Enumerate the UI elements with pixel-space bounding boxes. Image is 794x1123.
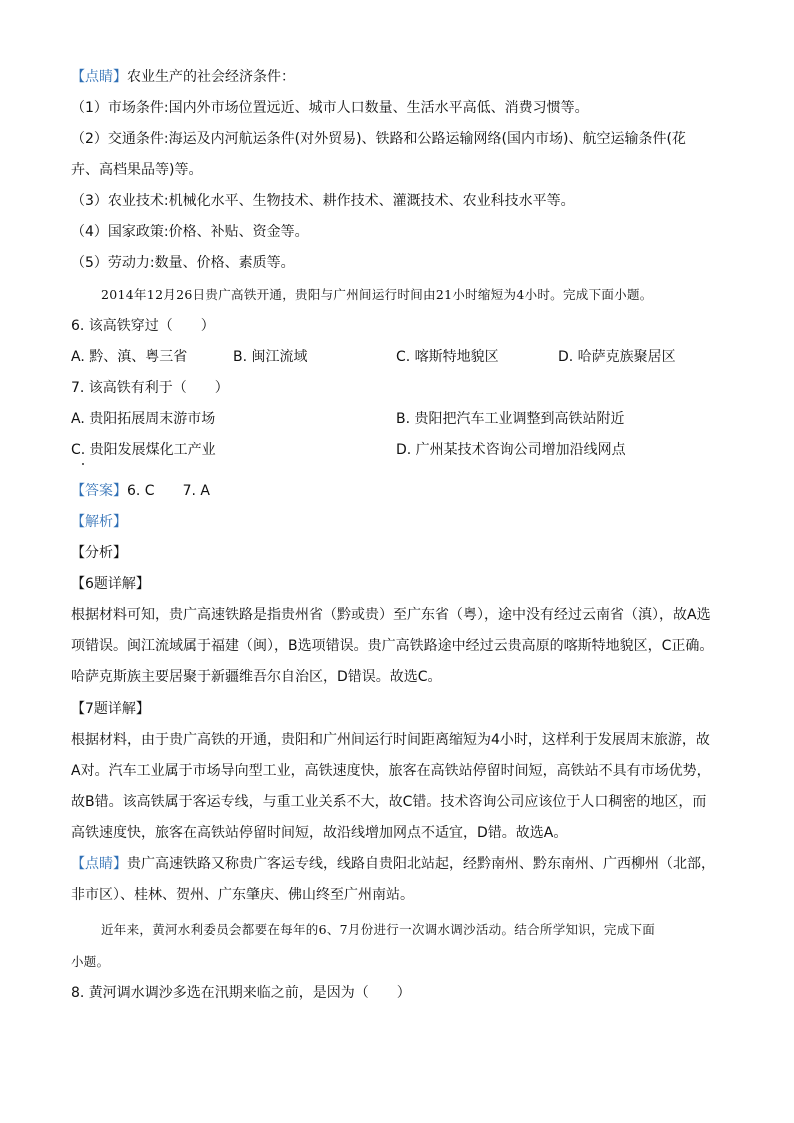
question-stem: 7. 该高铁有利于（ ） bbox=[71, 380, 229, 396]
tip-heading-text: 农业生产的社会经济条件： bbox=[127, 69, 295, 85]
detail-line: 根据材料可知，贵广高速铁路是指贵州省（黔或贵）至广东省（粤），途中没有经过云南省（滇），故A选 bbox=[71, 607, 711, 623]
answer-line bbox=[71, 481, 210, 501]
option-a: A. 贵阳拓展周末游市场 bbox=[71, 411, 216, 427]
tip-line bbox=[71, 854, 715, 874]
tip-item: （5）劳动力:数量、价格、素质等。 bbox=[71, 255, 295, 271]
option-d: D. 广州某技术咨询公司增加沿线网点 bbox=[396, 442, 626, 458]
detail-heading: 【7题详解】 bbox=[71, 701, 150, 717]
passage-text: 2014年12月26日贵广高铁开通，贵阳与广州间运行时间由21小时缩短为4小时。完成下面小题。 bbox=[101, 287, 653, 302]
option-c: C. 喀斯特地貌区 bbox=[396, 349, 499, 365]
option-a: A. 黔、滇、粤三省 bbox=[71, 349, 188, 365]
stray-dot bbox=[82, 463, 84, 465]
tip-line: 非市区）、桂林、贺州、广东肇庆、佛山终至广州南站。 bbox=[71, 887, 414, 903]
detail-line: 项错误。闽江流域属于福建（闽），B选项错误。贵广高铁路途中经过云贵高原的喀斯特地貌区，C正确。 bbox=[71, 638, 714, 654]
tip-item: 卉、高档果品等)等。 bbox=[71, 162, 203, 178]
tip-item: （1）市场条件:国内外市场位置远近、城市人口数量、生活水平高低、消费习惯等。 bbox=[71, 100, 589, 116]
tip-heading bbox=[71, 67, 295, 87]
tip-item: （2）交通条件:海运及内河航运条件(对外贸易)、铁路和公路运输网络(国内市场)、航空运输条件(花 bbox=[71, 131, 686, 147]
detail-line: 哈萨克斯族主要居聚于新疆维吾尔自治区，D错误。故选C。 bbox=[71, 669, 442, 685]
detail-line: 故B错。该高铁属于客运专线，与重工业关系不大，故C错。技术咨询公司应该位于人口稠密的地区，而 bbox=[71, 794, 707, 810]
detail-line: A对。汽车工业属于市场导向型工业，高铁速度快，旅客在高铁站停留时间短，高铁站不具有市场优势， bbox=[71, 763, 711, 779]
question-stem: 6. 该高铁穿过（ ） bbox=[71, 318, 215, 334]
answer-tag: 【答案】 bbox=[71, 483, 127, 499]
tip-tag: 【点睛】 bbox=[71, 856, 127, 872]
detail-line: 根据材料，由于贵广高铁的开通，贵阳和广州间运行时间距离缩短为4小时，这样利于发展周末旅游，故 bbox=[71, 732, 710, 748]
question-stem: 8. 黄河调水调沙多选在汛期来临之前，是因为（ ） bbox=[71, 985, 411, 1001]
analysis-tag: 【解析】 bbox=[71, 514, 127, 530]
tip-item: （3）农业技术:机械化水平、生物技术、耕作技术、灌溉技术、农业科技水平等。 bbox=[71, 193, 575, 209]
option-b: B. 贵阳把汽车工业调整到高铁站附近 bbox=[396, 411, 625, 427]
option-d: D. 哈萨克族聚居区 bbox=[558, 349, 676, 365]
tip-text: 贵广高速铁路又称贵广客运专线，线路自贵阳北站起，经黔南州、黔东南州、广西柳州（北部， bbox=[127, 856, 715, 872]
tip-item: （4）国家政策:价格、补贴、资金等。 bbox=[71, 224, 309, 240]
detail-heading: 【6题详解】 bbox=[71, 576, 150, 592]
tip-tag: 【点睛】 bbox=[71, 69, 127, 85]
answer-text: 6. C 7. A bbox=[127, 483, 210, 499]
passage-text: 小题。 bbox=[71, 954, 110, 969]
option-c: C. 贵阳发展煤化工产业 bbox=[71, 442, 216, 458]
fenxi-tag: 【分析】 bbox=[71, 545, 127, 561]
option-b: B. 闽江流域 bbox=[233, 349, 308, 365]
detail-line: 高铁速度快，旅客在高铁站停留时间短，故沿线增加网点不适宜，D错。故选A。 bbox=[71, 825, 568, 841]
passage-text: 近年来，黄河水利委员会都要在每年的6、7月份进行一次调水调沙活动。结合所学知识，完成下面 bbox=[101, 922, 656, 937]
